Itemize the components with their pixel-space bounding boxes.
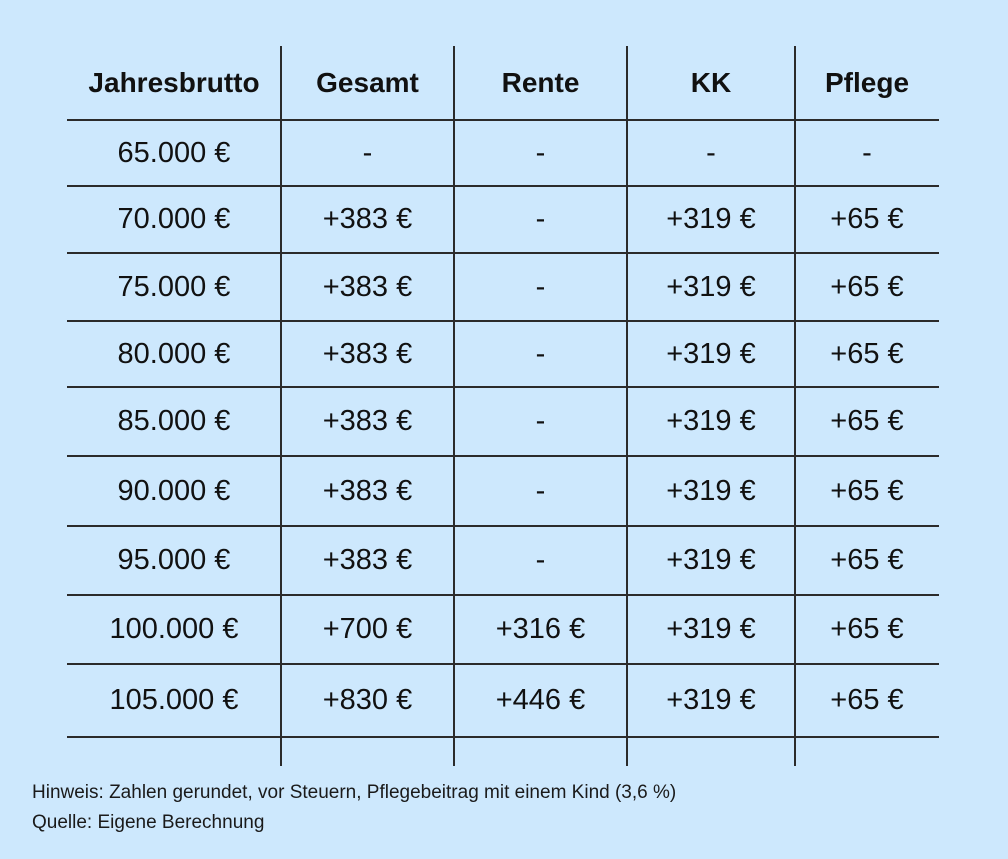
cell-jahresbrutto: 65.000 €: [117, 136, 231, 169]
cell-gesamt: +383 €: [322, 544, 413, 576]
cell-pflege: +65 €: [830, 270, 904, 303]
cell-jahresbrutto: 95.000 €: [117, 544, 231, 576]
cell-pflege: +65 €: [830, 544, 904, 576]
cell-jahresbrutto: 70.000 €: [117, 203, 231, 235]
cell-pflege: +65 €: [830, 405, 904, 437]
cell-pflege: +65 €: [830, 684, 904, 716]
header-gesamt: Gesamt: [316, 67, 419, 98]
footnotes: [32, 778, 676, 838]
cell-rente: -: [535, 544, 546, 576]
cell-pflege: +65 €: [830, 203, 904, 235]
cell-jahresbrutto: 80.000 €: [117, 337, 231, 370]
cell-kk: +319 €: [666, 337, 756, 370]
data-table: [67, 46, 939, 766]
cell-jahresbrutto: 85.000 €: [117, 405, 231, 437]
cell-rente: +446 €: [495, 684, 586, 716]
cell-gesamt: +383 €: [322, 405, 413, 437]
cell-gesamt: +383 €: [322, 474, 413, 507]
cell-pflege: -: [862, 136, 872, 169]
cell-jahresbrutto: 105.000 €: [109, 684, 239, 716]
cell-rente: +316 €: [495, 613, 586, 645]
cell-jahresbrutto: 75.000 €: [117, 270, 231, 303]
cell-gesamt: +700 €: [322, 613, 413, 645]
cell-gesamt: +383 €: [322, 270, 413, 303]
cell-gesamt: -: [362, 136, 373, 169]
cell-kk: +319 €: [666, 270, 756, 303]
cell-pflege: +65 €: [830, 613, 904, 645]
cell-kk: +319 €: [666, 203, 756, 235]
cell-jahresbrutto: 90.000 €: [117, 474, 231, 507]
header-rente: Rente: [501, 67, 580, 98]
cell-pflege: +65 €: [830, 474, 904, 507]
cell-kk: +319 €: [666, 405, 756, 437]
cell-rente: -: [535, 136, 546, 169]
note-quelle: Quelle: Eigene Berechnung: [32, 812, 265, 833]
cell-jahresbrutto: 100.000 €: [109, 613, 239, 645]
cell-rente: -: [535, 405, 546, 437]
cell-kk: +319 €: [666, 544, 756, 576]
cell-rente: -: [535, 270, 546, 303]
cell-pflege: +65 €: [830, 337, 904, 370]
cell-rente: -: [535, 474, 546, 507]
cell-gesamt: +383 €: [322, 203, 413, 235]
header-jahresbrutto: Jahresbrutto: [88, 67, 260, 98]
header-pflege: Pflege: [824, 67, 910, 98]
note-hinweis: Hinweis: Zahlen gerundet, vor Steuern, Pflegebeitrag mit einem Kind (3,6 %): [32, 782, 677, 803]
header-kk: KK: [690, 67, 732, 98]
cell-rente: -: [535, 337, 546, 370]
cell-kk: -: [706, 136, 716, 169]
cell-kk: +319 €: [666, 684, 756, 716]
cell-kk: +319 €: [666, 613, 756, 645]
cell-kk: +319 €: [666, 474, 756, 507]
cell-gesamt: +383 €: [322, 337, 413, 370]
cell-gesamt: +830 €: [322, 684, 413, 716]
cell-rente: -: [535, 203, 546, 235]
